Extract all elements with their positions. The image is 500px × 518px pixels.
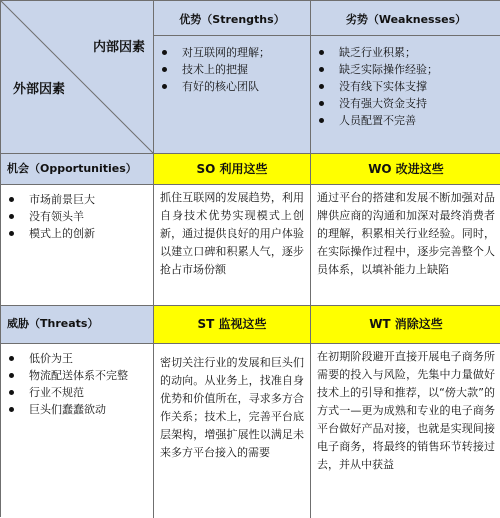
list-item: 没有强大资金支持 (311, 95, 500, 112)
st-header: ST 监视这些 (197, 317, 267, 331)
st-cell (154, 344, 311, 518)
threats-list (1, 350, 153, 418)
list-item: 物流配送体系不完整 (1, 367, 153, 384)
st-text: 密切关注行业的发展和巨头们的动向。从业务上，找准自身优势和价值所在，寻求多方合作关系；技术上，完善平台底层架构，增强扩展性以满足未来多方平台接入的需要 (160, 356, 304, 459)
strengths-list (154, 44, 310, 95)
external-factors-label: 外部因素 (13, 82, 66, 97)
opportunities-header-cell (1, 154, 154, 185)
list-item: 低价为王 (1, 350, 153, 367)
opportunities-header: 机会（Opportunities） (7, 162, 137, 175)
list-item: 巨头们蠢蠢欲动 (1, 401, 153, 418)
opportunities-cell (1, 185, 154, 306)
list-item: 对互联网的理解； (154, 44, 310, 61)
list-item: 行业不规范 (1, 384, 153, 401)
corner-cell (1, 1, 154, 154)
wo-header-cell (311, 154, 500, 185)
strengths-cell (154, 1, 311, 154)
wo-header: WO 改进这些 (368, 162, 444, 176)
weaknesses-header: 劣势（Weaknesses） (345, 13, 467, 26)
so-cell (154, 185, 311, 306)
threats-cell (1, 344, 154, 518)
st-header-cell (154, 306, 311, 344)
list-item: 人员配置不完善 (311, 112, 500, 129)
threats-header-cell (1, 306, 154, 344)
list-item: 市场前景巨大 (1, 191, 153, 208)
opportunities-list (1, 191, 153, 242)
wt-header-cell (311, 306, 500, 344)
wo-cell (311, 185, 500, 306)
so-text: 抓住互联网的发展趋势，利用自身技术优势实现模式上创新，通过提供良好的用户体验以建立口碑和积累人气，逐步抢占市场份额 (160, 191, 304, 276)
list-item: 没有线下实体支撑 (311, 78, 500, 95)
list-item: 缺乏行业积累； (311, 44, 500, 61)
so-header-cell (154, 154, 311, 185)
list-item: 技术上的把握 (154, 61, 310, 78)
wt-header: WT 消除这些 (369, 317, 443, 331)
so-header: SO 利用这些 (196, 162, 268, 176)
diagonal-line (1, 1, 154, 154)
list-item: 模式上的创新 (1, 225, 153, 242)
list-item: 有好的核心团队 (154, 78, 310, 95)
wt-cell (311, 344, 500, 518)
list-item: 缺乏实际操作经验； (311, 61, 500, 78)
weaknesses-list (311, 44, 500, 129)
wt-text: 在初期阶段避开直接开展电子商务所需要的投入与风险，先集中力量做好技术上的引导和推荐，以“傍大款”的方式一—更为成熟和专业的电子商务平台做好产品对接，也就是实现间接电子商务，将最终的销售环节转接过去，并从中获益 (317, 350, 495, 471)
strengths-header: 优势（Strengths） (179, 13, 285, 26)
weaknesses-cell (311, 1, 500, 154)
wo-text: 通过平台的搭建和发展不断加强对品牌供应商的沟通和加深对最终消费者的理解，积累相关行业经验。同时，在实际操作过程中，逐步完善整个人员体系，以填补能力上缺陷 (317, 191, 495, 276)
threats-header: 威胁（Threats） (7, 317, 99, 330)
internal-factors-label: 内部因素 (92, 40, 145, 55)
list-item: 没有领头羊 (1, 208, 153, 225)
